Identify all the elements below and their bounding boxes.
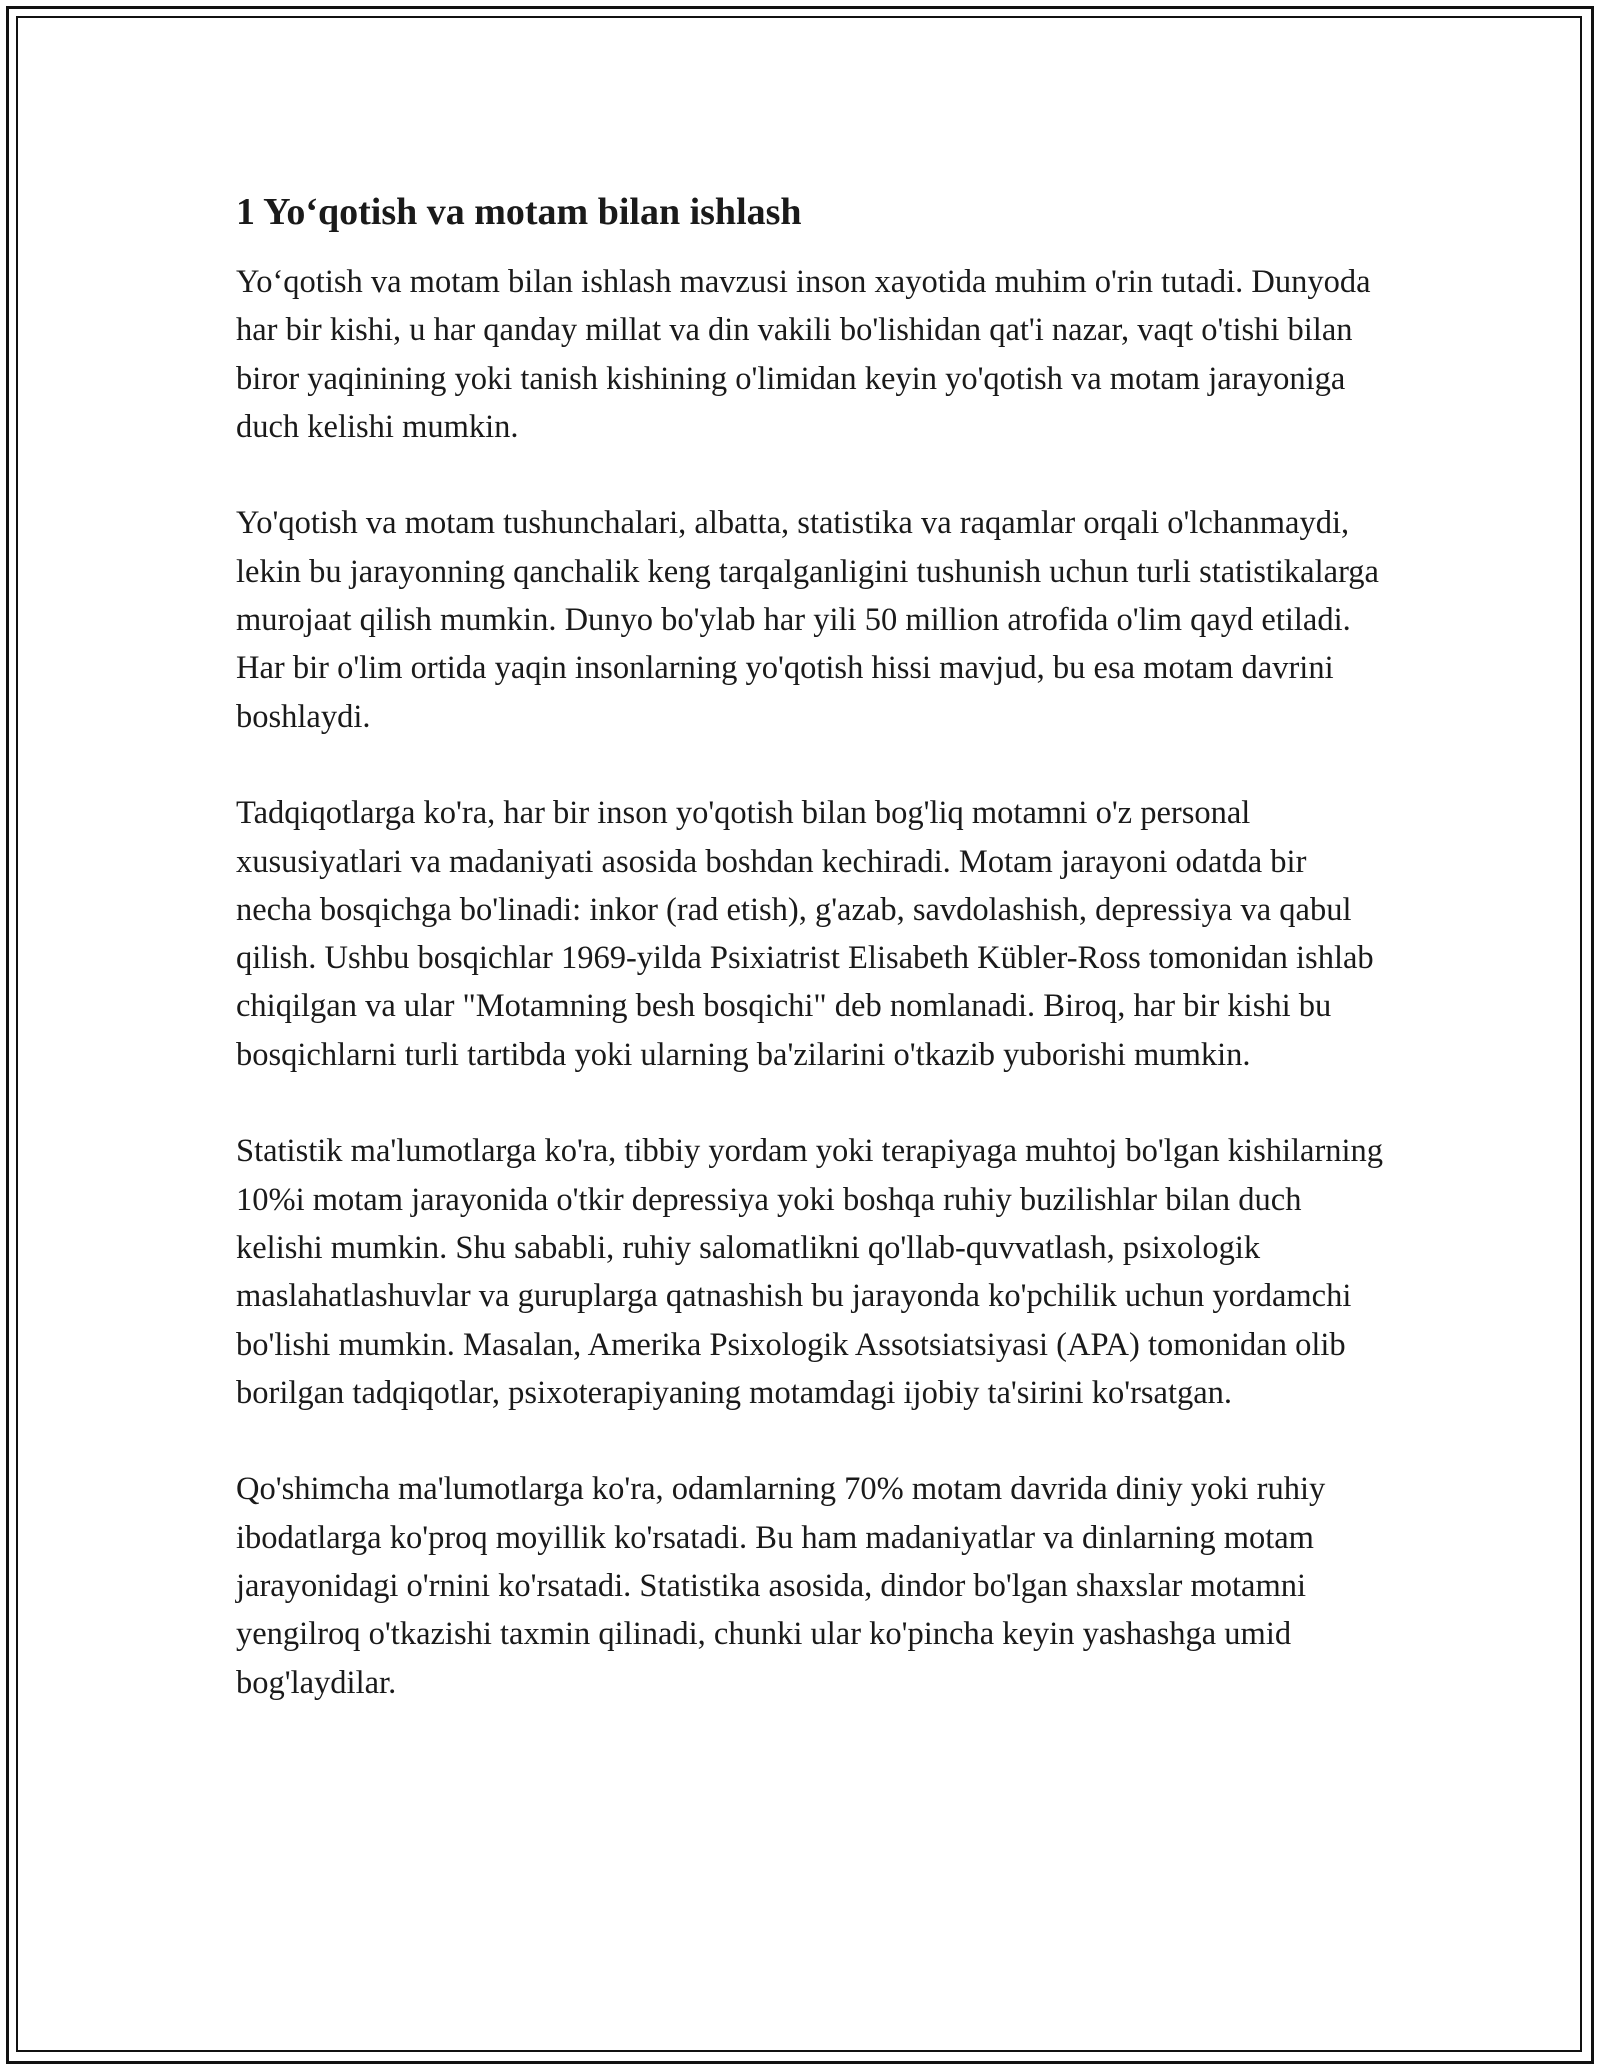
- document-body: [236, 186, 1386, 1755]
- paragraph-4: Statistik ma'lumotlarga ko'ra, tibbiy yordam yoki terapiyaga muhtoj bo'lgan kishilarning 10%i motam jarayonida o'tkir depressiya yoki boshqa ruhiy buzilishlar bilan duch kelishi mumkin. Shu sababli, ruhiy salomatlikni qo'llab-quvvatlash, psixologik maslahatlashuvlar va guruplarga qatnashish bu jarayonda ko'pchilik uchun yordamchi bo'lishi mumkin. Masalan, Amerika Psixologik Assotsiatsiyasi (APA) tomonidan olib borilgan tadqiqotlar, psixoterapiyaning motamdagi ijobiy ta'sirini ko'rsatgan.: [236, 1133, 1384, 1411]
- paragraph-3: Tadqiqotlarga ko'ra, har bir inson yo'qotish bilan bog'liq motamni o'z personal xususiyatlari va madaniyati asosida boshdan kechiradi. Motam jarayoni odatda bir necha bosqichga bo'linadi: inkor (rad etish), g'azab, savdolashish, depressiya va qabul qilish. Ushbu bosqichlar 1969-yilda Psixiatrist Elisabeth Kübler-Ross tomonidan ishlab chiqilgan va ular "Motamning besh bosqichi" deb nomlanadi. Biroq, har bir kishi bu bosqichlarni turli tartibda yoki ularning ba'zilarini o'tkazib yuborishi mumkin.: [236, 795, 1374, 1073]
- paragraph-2: Yo'qotish va motam tushunchalari, albatta, statistika va raqamlar orqali o'lchanmaydi, lekin bu jarayonning qanchalik keng tarqalganligini tushunish uchun turli statistikalarga murojaat qilish mumkin. Dunyo bo'ylab har yili 50 million atrofida o'lim qayd etiladi. Har bir o'lim ortida yaqin insonlarning yo'qotish hissi mavjud, bu esa motam davrini boshlaydi.: [236, 505, 1379, 735]
- paragraph-5: Qo'shimcha ma'lumotlarga ko'ra, odamlarning 70% motam davrida diniy yoki ruhiy ibodatlarga ko'proq moyillik ko'rsatadi. Bu ham madaniyatlar va dinlarning motam jarayonidagi o'rnini ko'rsatadi. Statistika asosida, dindor bo'lgan shaxslar motamni yengilroq o'tkazishi taxmin qilinadi, chunki ular ko'pincha keyin yashashga umid bog'laydilar.: [236, 1471, 1326, 1701]
- section-heading: 1 Yo‘qotish va motam bilan ishlash: [236, 191, 802, 233]
- paragraph-1: Yo‘qotish va motam bilan ishlash mavzusi inson xayotida muhim o'rin tutadi. Dunyoda har bir kishi, u har qanday millat va din vakili bo'lishidan qat'i nazar, vaqt o'tishi bilan biror yaqinining yoki tanish kishining o'limidan keyin yo'qotish va motam jarayoniga duch kelishi mumkin.: [236, 264, 1371, 445]
